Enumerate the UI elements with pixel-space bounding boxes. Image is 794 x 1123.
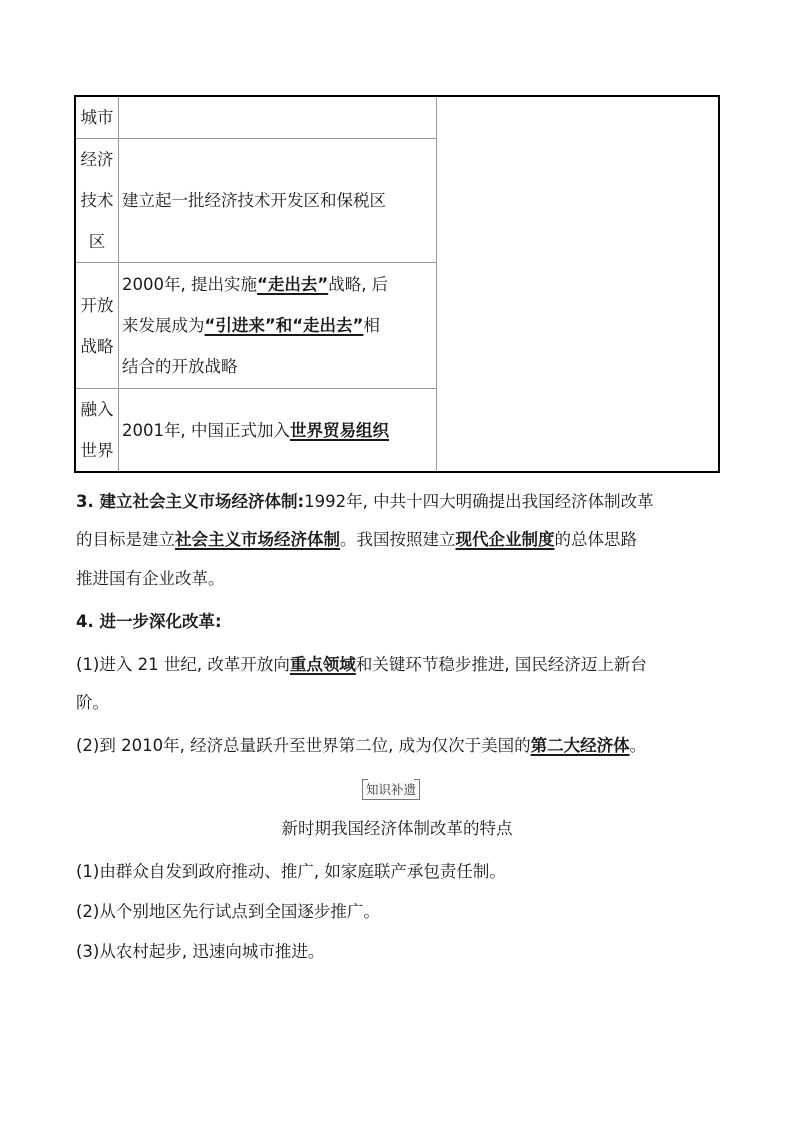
- opening-up-table: [74, 95, 720, 473]
- label-line: 世界: [80, 441, 114, 460]
- section3-heading: 3. 建立社会主义市场经济体制:: [76, 492, 305, 511]
- row-content-economic-zone: [119, 139, 437, 263]
- key-term: 世界贸易组织: [289, 420, 389, 440]
- key-term: 重点领域: [289, 655, 356, 674]
- content-text: 建立起一批经济技术开发区和保税区: [122, 191, 386, 210]
- row-label-city: [75, 96, 119, 139]
- strategy-line-3: 结合的开放战略: [122, 357, 238, 376]
- label-line: 融入: [80, 400, 114, 419]
- row-label-open-strategy: [75, 263, 119, 389]
- supplement-item-3: (3)从农村起步, 迅速向城市推进。: [76, 942, 325, 961]
- label-line: 技术: [80, 191, 114, 210]
- world-line: 2001年, 中国正式加入世界贸易组织: [122, 420, 389, 440]
- section4-item-2: (2)到 2010年, 经济总量跃升至世界第二位, 成为仅次于美国的第二大经济体。: [76, 736, 647, 755]
- row-label-join-world: [75, 389, 119, 473]
- label-line: 经济: [80, 150, 114, 169]
- supplement-title: 新时期我国经济体制改革的特点: [281, 819, 513, 838]
- key-term: “走出去”: [256, 275, 329, 294]
- section4-item-1-cont: 阶。: [76, 693, 109, 712]
- row-content-open-strategy: [119, 263, 437, 389]
- section3-line-3: 推进国有企业改革。: [76, 569, 225, 588]
- supplement-item-1: (1)由群众自发到政府推动、推广, 如家庭联产承包责任制。: [76, 862, 506, 881]
- row-label-economic-zone: [75, 139, 119, 263]
- label-line: 区: [88, 232, 106, 251]
- strategy-line-1: 2000年, 提出实施“走出去”战略, 后: [122, 275, 389, 294]
- section3-line-2: 的目标是建立社会主义市场经济体制。我国按照建立现代企业制度的总体思路: [76, 530, 637, 549]
- section4-item-1: (1)进入 21 世纪, 改革开放向重点领域和关键环节稳步推进, 国民经济迈上新台: [76, 655, 647, 674]
- key-term: 现代企业制度: [455, 530, 555, 549]
- row-content-join-world: [119, 389, 437, 473]
- label-line: 战略: [80, 336, 114, 356]
- knowledge-supplement-tag: 知识补遗: [362, 781, 420, 800]
- section4-heading: 4. 进一步深化改革:: [76, 612, 222, 631]
- label-line: 开放: [80, 295, 114, 315]
- row-content-city: [119, 96, 437, 139]
- key-term: 社会主义市场经济体制: [175, 530, 340, 549]
- key-term: 第二大经济体: [530, 736, 630, 755]
- table-row: [75, 96, 719, 139]
- blank-column: [437, 96, 720, 472]
- section3-line-1: 3. 建立社会主义市场经济体制:1992年, 中共十四大明确提出我国经济体制改革: [76, 492, 654, 511]
- label-line: 城市: [80, 108, 114, 127]
- key-term: “引进来”和“走出去”: [204, 316, 364, 335]
- supplement-item-2: (2)从个别地区先行试点到全国逐步推广。: [76, 902, 380, 921]
- strategy-line-2: 来发展成为“引进来”和“走出去”相: [122, 316, 380, 335]
